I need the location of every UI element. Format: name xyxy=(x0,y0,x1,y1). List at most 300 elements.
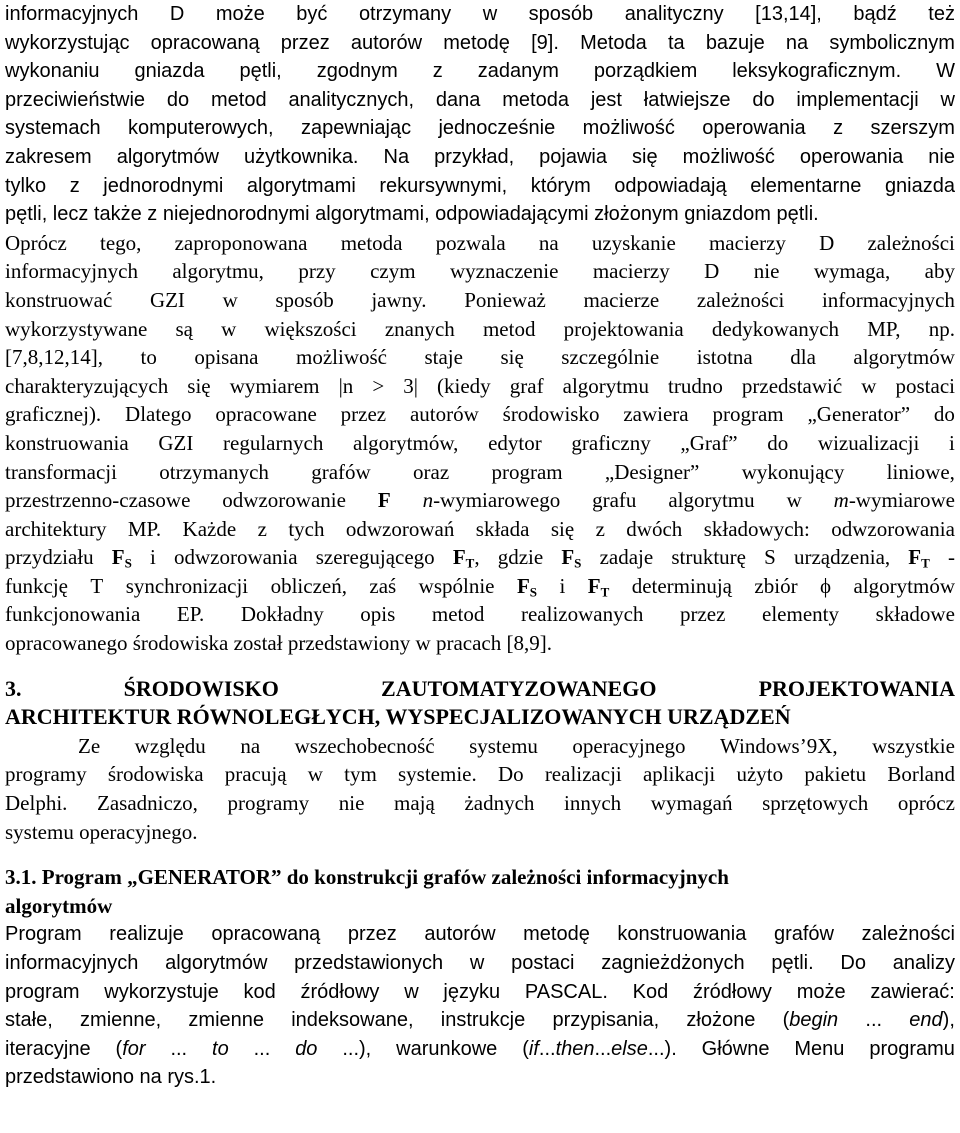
word: z xyxy=(595,516,605,541)
word: Program xyxy=(5,923,82,946)
word: symbolicznym xyxy=(829,31,955,54)
text-line xyxy=(5,86,955,115)
word: leksykograficznym. xyxy=(732,60,902,83)
word: metod xyxy=(482,316,536,341)
word: [13,14], xyxy=(755,3,822,25)
word: opis xyxy=(360,602,396,627)
word: do xyxy=(752,88,775,111)
word: funkcjonowania xyxy=(5,602,141,627)
word: konstruować xyxy=(5,287,113,312)
word: Kod xyxy=(632,980,669,1003)
word: $F_T$ xyxy=(587,573,610,600)
word: zadaje xyxy=(599,545,654,570)
word: F xyxy=(377,488,391,513)
word: i xyxy=(949,430,955,455)
word: realizuje xyxy=(109,923,184,946)
word: do xyxy=(767,430,789,455)
word: wszystkie xyxy=(872,733,955,758)
word: zapewniając xyxy=(301,117,412,140)
word: przez xyxy=(347,923,397,946)
word: otrzymany xyxy=(358,3,452,25)
word: bądź xyxy=(853,3,897,25)
word: przez xyxy=(280,31,330,54)
word: do xyxy=(295,1037,318,1060)
word: tylko xyxy=(5,174,47,197)
text-line xyxy=(5,286,955,315)
word: informacyjnych xyxy=(5,952,139,974)
word: dla xyxy=(790,345,816,370)
word: [7,8,12,14], xyxy=(5,345,103,370)
word: metoda xyxy=(502,88,569,111)
word: sposób xyxy=(528,3,594,25)
word: (kiedy xyxy=(437,373,491,398)
word: pracują xyxy=(224,762,287,787)
word: przestrzenno-czasowe xyxy=(5,488,191,513)
word: m-wymiarowe xyxy=(833,488,955,513)
word: użyto xyxy=(736,762,784,787)
word: PASCAL. xyxy=(524,980,608,1003)
word: informacyjnych xyxy=(821,287,955,312)
word: w xyxy=(940,88,955,111)
word: systemie. xyxy=(397,762,477,787)
word: analitycznych, xyxy=(288,88,415,111)
word: ZAUTOMATYZOWANEGO xyxy=(381,675,657,701)
text-line xyxy=(5,732,955,761)
text-line xyxy=(5,486,955,515)
word: ... xyxy=(865,1009,883,1032)
word: zbiór xyxy=(754,573,798,598)
word: większości xyxy=(264,316,357,341)
word: wymiarem xyxy=(229,373,320,398)
text-line xyxy=(5,315,955,344)
word: bazuje xyxy=(705,31,765,54)
word: rekursywnymi, xyxy=(379,174,508,197)
word: urządzenia, xyxy=(793,545,891,570)
word: wykonaniu xyxy=(5,60,100,83)
word: na xyxy=(538,230,559,255)
word: zawiera xyxy=(623,402,689,427)
text-line xyxy=(5,949,955,978)
word: informacyjnych xyxy=(5,259,138,284)
word: otrzymanych xyxy=(159,459,269,484)
word: gniazda xyxy=(884,174,955,197)
word: metod xyxy=(211,88,267,111)
word: się xyxy=(500,345,524,370)
word: szerszym xyxy=(870,117,955,140)
word: są xyxy=(175,316,193,341)
word: w xyxy=(861,373,877,398)
word: Oprócz xyxy=(5,230,67,255)
word: do xyxy=(933,402,955,427)
word: istotna xyxy=(696,345,753,370)
word: źródłowy xyxy=(693,980,772,1003)
word: algorytmu xyxy=(668,488,755,513)
word: EP. xyxy=(176,602,205,627)
word: z xyxy=(432,60,443,83)
word: autorów xyxy=(424,923,496,946)
word: elementarne xyxy=(750,174,862,197)
word: program xyxy=(491,459,563,484)
word: wykorzystuje xyxy=(104,980,219,1003)
line-text: pętli, lecz także z niejednorodnymi algorytmami, odpowiadającymi złożonym gniazdom pętli. xyxy=(5,203,819,226)
word: warunkowe xyxy=(396,1037,498,1060)
line-text: algorytmów xyxy=(5,893,113,918)
text-line xyxy=(5,0,955,29)
word: z xyxy=(257,516,267,541)
word: konstruowania xyxy=(617,923,747,946)
word: end), xyxy=(909,1009,955,1032)
word: opracowane xyxy=(215,402,317,427)
word: D xyxy=(704,259,720,284)
word: jednorodnymi xyxy=(103,174,224,197)
word: analityczny xyxy=(624,3,724,25)
word: tych xyxy=(288,516,325,541)
word: być xyxy=(296,3,328,25)
line-text: 3.1. Program „GENERATOR” do konstrukcji grafów zależności informacyjnych xyxy=(5,865,729,890)
word: się xyxy=(550,516,575,541)
word: przypisania, xyxy=(552,1009,660,1032)
word: w xyxy=(221,316,237,341)
text-line xyxy=(5,429,955,458)
word: użytkownika. xyxy=(244,145,359,168)
word: elementy xyxy=(762,602,839,627)
word: (for xyxy=(115,1037,146,1060)
text-line xyxy=(5,372,955,401)
word: graficznej). xyxy=(5,402,102,427)
word: charakteryzujących xyxy=(5,373,169,398)
word: instrukcje xyxy=(440,1009,526,1032)
word: środowiska xyxy=(107,762,204,787)
word: indeksowane, xyxy=(291,1009,414,1032)
word: jednocześnie xyxy=(438,117,556,140)
text-line xyxy=(5,892,955,921)
word: algorytmu, xyxy=(172,259,264,284)
word: języku xyxy=(443,980,501,1003)
word: i xyxy=(559,573,566,598)
word: program xyxy=(712,402,784,427)
word: przez xyxy=(340,402,387,427)
word: odwzorowanie xyxy=(222,488,346,513)
word: nie xyxy=(928,145,955,168)
word: Menu xyxy=(794,1037,845,1060)
word: przedstawić xyxy=(741,373,843,398)
paragraph-gap xyxy=(5,846,955,863)
word: trudno xyxy=(668,373,723,398)
word: grafów xyxy=(311,459,371,484)
word: Zasadniczo, xyxy=(97,791,198,816)
word: GZI xyxy=(149,287,185,312)
word: edytor xyxy=(488,430,542,455)
word: zaś xyxy=(369,573,397,598)
text-line xyxy=(5,760,955,789)
word: W xyxy=(936,60,955,83)
text-line xyxy=(5,863,955,892)
text-line xyxy=(5,172,955,201)
word: odwzorowań xyxy=(345,516,455,541)
word: dana xyxy=(435,88,481,111)
word: Do xyxy=(497,762,524,787)
word: $F_S$ xyxy=(111,545,132,571)
word: operowania xyxy=(799,145,904,168)
word: wyznaczenie xyxy=(449,259,559,284)
word: architektury xyxy=(5,516,107,541)
word: macierzy xyxy=(708,230,786,255)
word: szczególnie xyxy=(561,345,660,370)
word: kod xyxy=(243,980,276,1003)
word: pętli, xyxy=(239,60,282,83)
word: możliwość xyxy=(682,145,775,168)
word: „Generator” xyxy=(807,402,911,427)
word: - xyxy=(947,545,955,570)
word: transformacji xyxy=(5,459,117,484)
text-line xyxy=(5,458,955,487)
text-line xyxy=(5,343,955,372)
word: D xyxy=(819,230,835,255)
word: macierzy xyxy=(592,259,670,284)
word: wszechobecność xyxy=(294,733,435,758)
word: może xyxy=(215,3,265,25)
text-line xyxy=(5,1006,955,1035)
word: zależności xyxy=(696,287,785,312)
word: MP. xyxy=(127,516,162,541)
word: wykorzystywane xyxy=(5,316,148,341)
word: (if...then...else...). xyxy=(522,1037,677,1060)
word: oraz xyxy=(413,459,450,484)
text-line xyxy=(5,572,955,601)
line-text: systemu operacyjnego. xyxy=(5,819,198,844)
word: porządkiem xyxy=(593,60,698,83)
word: algorytmów xyxy=(853,573,955,598)
word: macierze xyxy=(583,287,660,312)
word: zależności xyxy=(861,923,955,946)
text-line xyxy=(5,978,955,1007)
word: regularnych xyxy=(223,430,324,455)
line-text: przedstawiono na rys.1. xyxy=(5,1066,217,1089)
word: przydziału xyxy=(5,545,94,570)
word: to xyxy=(140,345,157,370)
text-line xyxy=(5,29,955,58)
word: Windows’9X, xyxy=(720,733,838,758)
word: odwzorowania xyxy=(831,516,955,541)
word: może xyxy=(796,980,846,1003)
word: tym xyxy=(344,762,377,787)
word: operowania xyxy=(702,117,806,140)
word: „Designer” xyxy=(604,459,700,484)
word: D xyxy=(169,3,185,25)
word: PROJEKTOWANIA xyxy=(758,675,955,701)
word: staje xyxy=(424,345,463,370)
word: znanych xyxy=(384,316,455,341)
word: [9]. xyxy=(531,31,559,54)
word: nie xyxy=(753,259,780,284)
text-line xyxy=(5,1063,955,1092)
word: $F_T$ xyxy=(908,545,930,571)
word: wizualizacji xyxy=(817,430,920,455)
document-page xyxy=(5,0,955,1092)
word: gniazda xyxy=(134,60,205,83)
word: np. xyxy=(928,316,955,341)
word: z xyxy=(833,117,844,140)
word: innych xyxy=(564,791,622,816)
word: konstruowania xyxy=(5,430,129,455)
word: z xyxy=(69,174,80,197)
word: w xyxy=(482,3,498,25)
text-line xyxy=(5,400,955,429)
word: zawierać: xyxy=(870,980,955,1003)
word: ta xyxy=(667,31,685,54)
word: algorytmów xyxy=(853,345,955,370)
word: programy xyxy=(5,762,87,787)
word: możliwość xyxy=(582,117,675,140)
line-text: ARCHITEKTUR RÓWNOLEGŁYCH, WYSPECJALIZOWANYCH URZĄDZEŃ xyxy=(5,704,791,730)
word: tego, xyxy=(99,230,142,255)
word: metoda xyxy=(340,230,403,255)
word: zgodnym xyxy=(316,60,398,83)
word: 3| xyxy=(403,373,418,398)
text-line xyxy=(5,143,955,172)
word: na xyxy=(785,31,809,54)
word: iteracyjne xyxy=(5,1037,91,1060)
word: systemu xyxy=(469,733,538,758)
word: w xyxy=(786,488,802,513)
word: wspólnie xyxy=(418,573,495,598)
text-line xyxy=(5,114,955,143)
word: funkcję xyxy=(5,573,68,598)
word: sprzętowych xyxy=(762,791,869,816)
word: wymagań xyxy=(650,791,733,816)
word: implementacji xyxy=(796,88,919,111)
text-line xyxy=(5,789,955,818)
word: przez xyxy=(679,602,726,627)
word: w xyxy=(469,952,485,974)
word: n-wymiarowego xyxy=(422,488,561,513)
text-line xyxy=(5,818,955,847)
word: $F_S$ xyxy=(516,573,538,600)
word: opracowaną xyxy=(150,31,260,54)
word: pozwala xyxy=(435,230,506,255)
word: strukturę xyxy=(671,545,746,570)
word: wymaga, xyxy=(813,259,891,284)
word: ϕ xyxy=(820,573,832,598)
word: dwóch xyxy=(626,516,683,541)
word: zmienne, xyxy=(80,1009,162,1032)
word: na xyxy=(240,733,261,758)
word: żadnych xyxy=(464,791,535,816)
word: postaci xyxy=(511,952,575,974)
word: Każde xyxy=(182,516,237,541)
word: nie xyxy=(338,791,365,816)
text-line xyxy=(5,703,955,732)
word: programu xyxy=(869,1037,955,1060)
word: algorytmów, xyxy=(353,430,459,455)
word: S xyxy=(764,545,776,570)
word: Dokładny xyxy=(240,602,324,627)
word: względu xyxy=(134,733,206,758)
word: w xyxy=(404,980,419,1003)
text-line xyxy=(5,675,955,704)
word: pakietu xyxy=(804,762,867,787)
word: wykonujący xyxy=(741,459,845,484)
word: ... xyxy=(170,1037,188,1060)
text-line xyxy=(5,543,955,572)
word: w xyxy=(222,287,238,312)
word: uzyskanie xyxy=(591,230,676,255)
word: programy xyxy=(227,791,310,816)
word: do xyxy=(166,88,190,111)
word: się xyxy=(632,145,658,168)
word: Ze xyxy=(78,733,101,758)
word: odwzorowania xyxy=(173,545,298,570)
word: grafu xyxy=(592,488,637,513)
word: $F_S$ xyxy=(561,545,582,571)
word: zmienne xyxy=(188,1009,265,1032)
text-line xyxy=(5,257,955,286)
word: algorytmów xyxy=(165,952,268,974)
word: algorytmów xyxy=(116,145,219,168)
word: obliczeń, xyxy=(270,573,347,598)
word: autorów xyxy=(409,402,479,427)
word: też xyxy=(928,3,955,25)
word: składa xyxy=(475,516,530,541)
word: „Graf” xyxy=(680,430,738,455)
word: składowych: xyxy=(703,516,810,541)
word: projektowania xyxy=(563,316,684,341)
text-line xyxy=(5,57,955,86)
word: GZI xyxy=(158,430,194,455)
word: zależności xyxy=(867,230,955,255)
word: determinują xyxy=(631,573,732,598)
word: Dlatego xyxy=(125,402,192,427)
word: algorytmu xyxy=(562,373,649,398)
word: Borland xyxy=(887,762,955,787)
word: realizacji xyxy=(544,762,622,787)
word: analizy xyxy=(892,952,955,974)
word: > xyxy=(372,373,385,398)
word: metodę xyxy=(523,923,590,946)
word: Ponieważ xyxy=(464,287,546,312)
word: źródłowy xyxy=(300,980,380,1003)
word: synchronizacji xyxy=(125,573,249,598)
word: zadanym xyxy=(477,60,559,83)
word: łatwiejsze xyxy=(643,88,731,111)
word: Delphi. xyxy=(5,791,68,816)
word: którym xyxy=(530,174,591,197)
word: pojawia xyxy=(539,145,607,168)
word: oprócz xyxy=(897,791,955,816)
word: systemach xyxy=(5,117,101,140)
word: zakresem xyxy=(5,145,92,168)
word: jawny. xyxy=(371,287,427,312)
paragraph-gap xyxy=(5,658,955,675)
word: graf xyxy=(509,373,544,398)
line-text: opracowanego środowiska został przedstawiony w pracach [8,9]. xyxy=(5,631,552,656)
word: sposób xyxy=(275,287,334,312)
word: zagnieżdżonych xyxy=(601,952,745,974)
word: opracowaną xyxy=(211,923,321,946)
word: środowisko xyxy=(502,402,600,427)
word: algorytmami xyxy=(246,174,356,197)
word: operacyjnego xyxy=(572,733,686,758)
word: przy xyxy=(298,259,336,284)
word: złożone xyxy=(686,1009,756,1032)
word: program xyxy=(5,980,80,1003)
word: ...), xyxy=(342,1037,372,1060)
word: postaci xyxy=(895,373,955,398)
word: pętli. xyxy=(771,952,814,974)
word: autorów xyxy=(350,31,423,54)
word: mają xyxy=(394,791,435,816)
text-line xyxy=(5,515,955,544)
